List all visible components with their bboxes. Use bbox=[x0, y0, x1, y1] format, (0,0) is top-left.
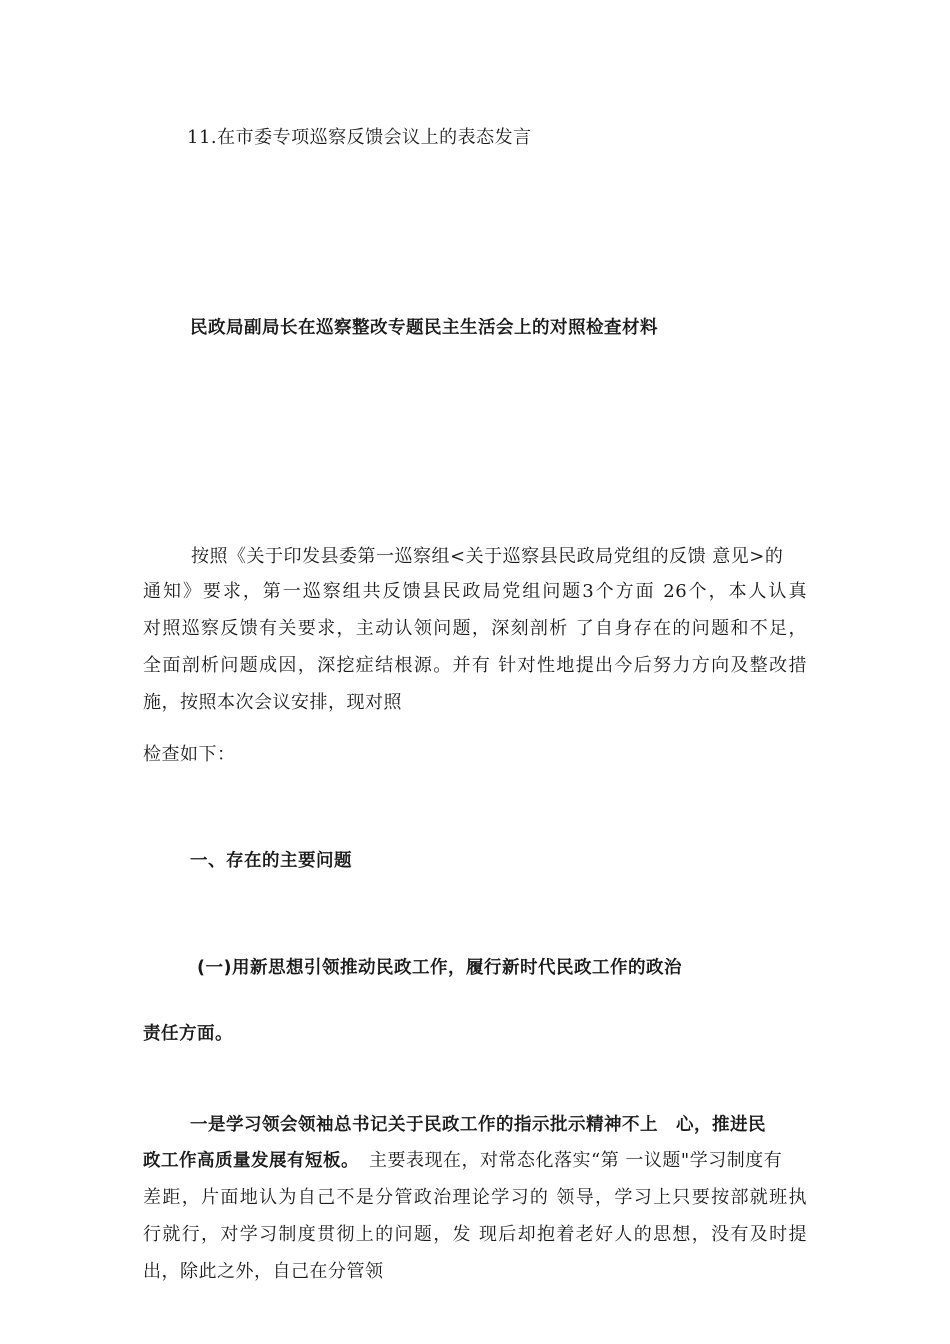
intro-line: 施，按照本次会议安排，现对照 bbox=[143, 692, 402, 713]
subsection-heading: (一)用新思想引领推动民政工作，履行新时代民政工作的政治 bbox=[197, 958, 682, 978]
point-one-line: 差距，片面地认为自己不是分管政治理论学习的 领导，学习上只要按部就班执 bbox=[143, 1187, 807, 1208]
document-title: 民政局副局长在巡察整改专题民主生活会上的对照检查材料 bbox=[190, 318, 658, 338]
item-title: 11.在市委专项巡察反馈会议上的表态发言 bbox=[187, 127, 532, 148]
section-heading: 一、存在的主要问题 bbox=[190, 851, 352, 871]
intro-line: 按照《关于印发县委第一巡察组<关于巡察县民政局党组的反馈 意见>的 bbox=[191, 546, 784, 567]
subsection-heading-cont: 责任方面。 bbox=[143, 1024, 233, 1044]
intro-tail: 检查如下： bbox=[143, 744, 236, 765]
point-one-text: 主要表现在，对常态化落实“第 一议题"学习制度有 bbox=[369, 1150, 783, 1171]
point-one-bold-lead: 政工作高质量发展有短板。 bbox=[143, 1151, 359, 1171]
point-one-bold-line: 一是学习领会领袖总书记关于民政工作的指示批示精神不上 心，推进民 bbox=[190, 1115, 766, 1135]
point-one-line bbox=[143, 1149, 782, 1173]
intro-line: 对照巡察反馈有关要求，主动认领问题，深刻剖析 了自身存在的问题和不足， bbox=[143, 618, 807, 639]
point-one-line: 出，除此之外，自己在分管领 bbox=[143, 1261, 384, 1282]
intro-line: 全面剖析问题成因，深挖症结根源。并有 针对性地提出今后努力方向及整改措 bbox=[143, 655, 807, 676]
intro-line: 通知》要求，第一巡察组共反馈县民政局党组问题3个方面 26个，本人认真 bbox=[143, 581, 807, 602]
point-one-line: 行就行，对学习制度贯彻上的问题，发 现后却抱着老好人的思想，没有及时提 bbox=[143, 1224, 807, 1245]
